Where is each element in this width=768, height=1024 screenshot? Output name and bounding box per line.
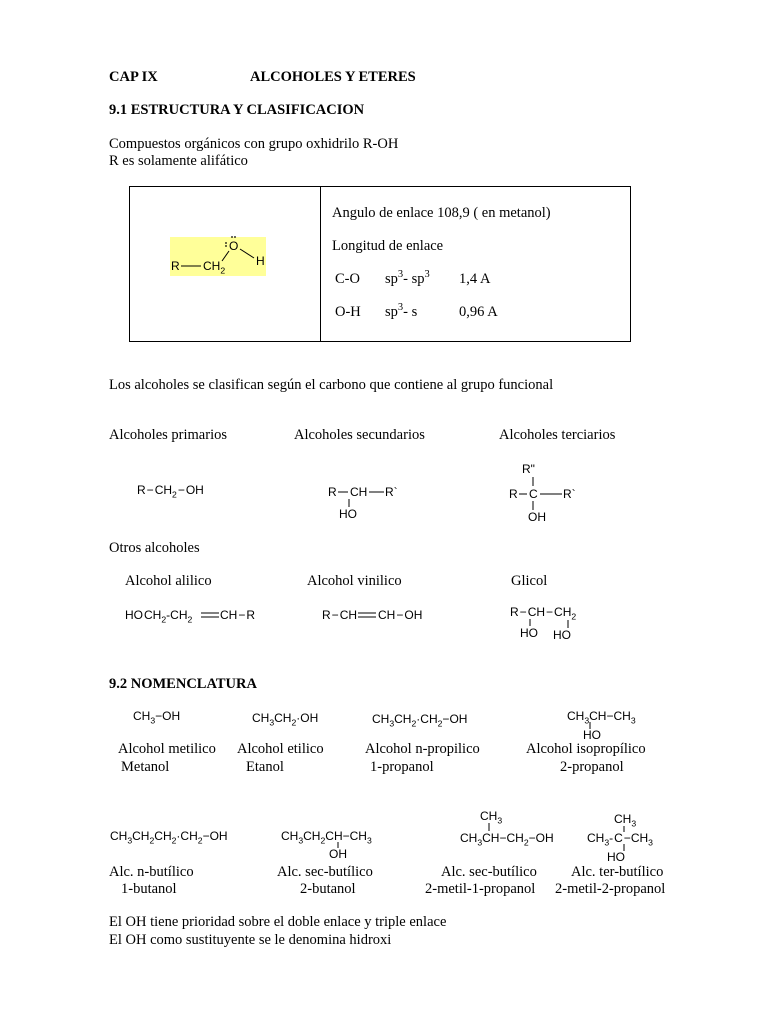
mol-h: H — [256, 254, 265, 268]
formula-isobutanol-ch3: $CH_3$ — [480, 809, 503, 826]
tertiary-r-dprime: R" — [522, 462, 535, 476]
iupac-2-butanol: 2-butanol — [300, 881, 356, 897]
formula-ethanol: $CH_3CH_2\cdot OH$ — [252, 711, 319, 728]
formula-2-butanol-oh: OH — [329, 847, 347, 861]
mol-ch2: $CH_2$ — [203, 259, 226, 276]
label-secondary: Alcoholes secundarios — [294, 427, 425, 443]
formula-2-butanol: $CH_3CH_2CH-CH_3$ — [281, 829, 372, 846]
iupac-tbutanol: 2-metil-2-propanol — [555, 881, 666, 897]
iupac-ethanol: Etanol — [246, 759, 284, 775]
allyl-formula-left: HO $CH_2-CH_2$ — [125, 608, 193, 625]
length-oh: 0,96 A — [459, 304, 498, 320]
bond-length-label: Longitud de enlace — [332, 238, 444, 254]
secondary-r-prime: R` — [385, 485, 398, 499]
others-heading: Otros alcoholes — [109, 540, 200, 556]
label-primary: Alcoholes primarios — [109, 427, 227, 443]
hybrid-co: $sp^3-$ $sp^3$ — [385, 269, 430, 287]
table-divider — [320, 186, 321, 342]
glycol-formula: R − CH − $CH_2$ — [510, 605, 577, 622]
intro-line-1: Compuestos orgánicos con grupo oxhidrilo R-OH — [109, 136, 399, 152]
secondary-ho: HO — [339, 507, 357, 521]
label-allyl: Alcohol alilico — [125, 573, 212, 589]
iupac-propanol: 1-propanol — [370, 759, 434, 775]
chapter-label: CAP IX — [109, 69, 158, 85]
name-tbutanol: Alc. ter-butílico — [571, 864, 664, 880]
formula-isopropanol-ho: HO — [583, 728, 601, 742]
iupac-methanol: Metanol — [121, 759, 170, 775]
tertiary-r: R — [509, 487, 518, 501]
intro-line-2: R es solamente alifático — [109, 153, 248, 169]
tertiary-r-prime: R` — [563, 487, 576, 501]
bond-angle: Angulo de enlace 108,9 ( en metanol) — [332, 205, 551, 221]
name-ethanol: Alcohol etilico — [237, 741, 324, 757]
formula-isopropanol: $CH_3CH-CH_3$ — [567, 709, 636, 726]
classification-intro: Los alcoholes se clasifican según el carbono que contiene al grupo funcional — [109, 377, 554, 393]
vinyl-formula-right: CH − OH — [378, 608, 423, 622]
name-2-butanol: Alc. sec-butílico — [277, 864, 373, 880]
secondary-r: R — [328, 485, 337, 499]
vinyl-formula-left: R − CH — [322, 608, 358, 622]
formula-tbutanol: $CH_3-$ C $-CH_3$ — [587, 831, 653, 848]
label-glycol: Glicol — [511, 573, 548, 589]
formula-butanol: $CH_3CH_2CH_2\cdot CH_2-OH$ — [110, 829, 228, 846]
name-propanol: Alcohol n-propilico — [365, 741, 480, 757]
iupac-isopropanol: 2-propanol — [560, 759, 624, 775]
tertiary-c: C — [529, 487, 538, 501]
iupac-butanol: 1-butanol — [121, 881, 177, 897]
name-butanol: Alc. n-butílico — [109, 864, 194, 880]
primary-formula: R − $CH_2$ − OH — [137, 483, 204, 500]
section-heading-nomenclature: 9.2 NOMENCLATURA — [109, 676, 257, 692]
name-isobutanol: Alc. sec-butílico — [441, 864, 537, 880]
section-heading-structure: 9.1 ESTRUCTURA Y CLASIFICACION — [109, 102, 365, 118]
iupac-isobutanol: 2-metil-1-propanol — [425, 881, 536, 897]
glycol-ho-1: HO — [520, 626, 538, 640]
mol-r: R — [171, 259, 180, 273]
formula-tbutanol-ho: HO — [607, 850, 625, 864]
note-priority: El OH tiene prioridad sobre el doble enlace y triple enlace — [109, 914, 447, 930]
formula-tbutanol-ch3: $CH_3$ — [614, 812, 637, 829]
name-methanol: Alcohol metilico — [118, 741, 216, 757]
formula-isobutanol: $CH_3CH-CH_2-OH$ — [460, 831, 554, 848]
label-tertiary: Alcoholes terciarios — [499, 427, 616, 443]
bond-co: C-O — [335, 271, 360, 287]
tertiary-oh: OH — [528, 510, 546, 524]
glycol-ho-2: HO — [553, 628, 571, 642]
chapter-title: ALCOHOLES Y ETERES — [250, 69, 416, 85]
length-co: 1,4 A — [459, 271, 491, 287]
mol-o: O — [229, 239, 239, 253]
secondary-ch: CH — [350, 485, 368, 499]
name-isopropanol: Alcohol isopropílico — [526, 741, 646, 757]
label-vinyl: Alcohol vinilico — [307, 573, 402, 589]
formula-propanol: $CH_3CH_2\cdot CH_2-OH$ — [372, 712, 468, 729]
hybrid-oh: $sp^3-$ s — [385, 302, 418, 320]
bond-oh: O-H — [335, 304, 361, 320]
note-hydroxy: El OH como sustituyente se le denomina hidroxi — [109, 932, 392, 948]
formula-methanol: $CH_3-OH$ — [133, 709, 181, 726]
allyl-formula-right: CH − R — [220, 608, 256, 622]
